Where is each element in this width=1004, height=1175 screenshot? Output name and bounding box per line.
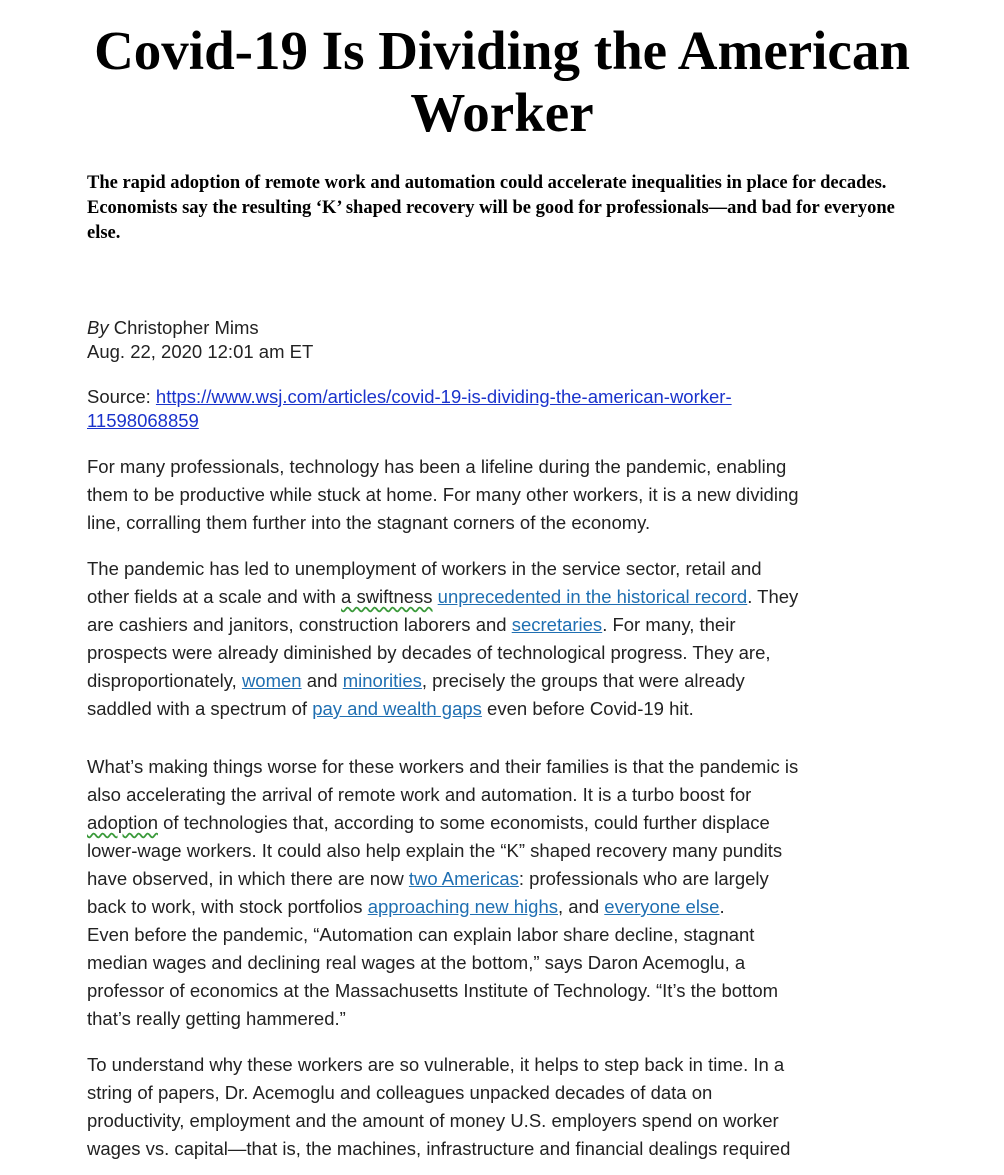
- p3-text: : professionals who are largely: [518, 868, 769, 889]
- source-line: [87, 385, 927, 433]
- p2-text: other fields at a scale and with: [87, 586, 342, 607]
- source-url-part-2[interactable]: 11598068859: [87, 410, 199, 431]
- p3-line-1: What’s making things worse for these workers and their families is that the pandemic is: [87, 756, 799, 777]
- link-two-americas[interactable]: two Americas: [408, 868, 519, 889]
- source-url-link[interactable]: [87, 386, 732, 431]
- p3-line-6: [87, 893, 927, 921]
- p3-text: of technologies that, according to some economists, could further displace: [157, 812, 770, 833]
- link-minorities[interactable]: minorities: [342, 670, 422, 691]
- link-everyone-else[interactable]: everyone else: [604, 896, 720, 917]
- p1-line-1: For many professionals, technology has been a lifeline during the pandemic, enabling: [87, 456, 787, 477]
- link-historical-record[interactable]: unprecedented in the historical record: [437, 586, 748, 607]
- p2-text: even before Covid-19 hit.: [481, 698, 694, 719]
- p3-line-9: professor of economics at the Massachusetts Institute of Technology. “It’s the bottom: [87, 980, 779, 1001]
- p1-line-3: line, corralling them further into the stagnant corners of the economy.: [87, 512, 651, 533]
- article-title: Covid-19 Is Dividing the American Worker: [94, 20, 910, 143]
- p3-text: back to work, with stock portfolios: [87, 896, 368, 917]
- p4-line-3: productivity, employment and the amount of money U.S. employers spend on worker: [87, 1110, 779, 1131]
- p2-text: and: [301, 670, 343, 691]
- link-approaching-new-highs[interactable]: approaching new highs: [367, 896, 558, 917]
- p2-text: disproportionately,: [87, 670, 242, 691]
- p4-line-4: wages vs. capital—that is, the machines, infrastructure and financial dealings required: [87, 1138, 791, 1159]
- paragraph-4: [87, 1051, 927, 1163]
- paragraph-1: [87, 453, 927, 537]
- p1-line-2: them to be productive while stuck at home. For many other workers, it is a new dividing: [87, 484, 799, 505]
- p2-text: are cashiers and janitors, construction laborers and: [87, 614, 512, 635]
- p2-line-3: [87, 611, 927, 639]
- publish-date: Aug. 22, 2020 12:01 am ET: [87, 341, 314, 362]
- link-women[interactable]: women: [241, 670, 302, 691]
- byline-prefix: By: [87, 317, 109, 338]
- p2-line-5: [87, 667, 927, 695]
- p4-line-1: To understand why these workers are so vulnerable, it helps to step back in time. In a: [87, 1054, 785, 1075]
- p3-text: , and: [557, 896, 605, 917]
- p3-line-8: median wages and declining real wages at the bottom,” says Daron Acemoglu, a: [87, 952, 746, 973]
- p3-line-7: Even before the pandemic, “Automation can explain labor share decline, stagnant: [87, 924, 755, 945]
- p3-line-5: [87, 865, 927, 893]
- paragraph-2: [87, 555, 927, 723]
- byline: [87, 316, 313, 364]
- p3-line-2: also accelerating the arrival of remote work and automation. It is a turbo boost for: [87, 784, 752, 805]
- p4-line-2: string of papers, Dr. Acemoglu and colleagues unpacked decades of data on: [87, 1082, 713, 1103]
- paragraph-3: [87, 753, 927, 1033]
- link-pay-and-wealth-gaps[interactable]: pay and wealth gaps: [312, 698, 482, 719]
- p2-text: saddled with a spectrum of: [87, 698, 313, 719]
- p2-line-2: [87, 583, 927, 611]
- p2-line-6: [87, 695, 927, 723]
- p2-text: , precisely the groups that were already: [421, 670, 745, 691]
- source-label: Source:: [87, 386, 151, 407]
- spellcheck-marked-text[interactable]: adoption: [87, 812, 158, 833]
- p2-text: . For many, their: [602, 614, 736, 635]
- link-secretaries[interactable]: secretaries: [511, 614, 603, 635]
- spellcheck-marked-text[interactable]: a swiftness: [341, 586, 433, 607]
- p3-line-4: lower-wage workers. It could also help explain the “K” shaped recovery many pundits: [87, 840, 783, 861]
- source-url-part-1[interactable]: https://www.wsj.com/articles/covid-19-is-dividing-the-american-worker-: [155, 386, 732, 407]
- p3-text: .: [719, 896, 725, 917]
- author-name: Christopher Mims: [113, 317, 259, 338]
- p3-text: have observed, in which there are now: [87, 868, 409, 889]
- article-dek: The rapid adoption of remote work and automation could accelerate inequalities in place for decades. Economists say the resulting ‘K’ shaped recovery will be good for professionals—and bad for everyone else.: [87, 173, 895, 243]
- p3-line-3: [87, 809, 927, 837]
- p3-line-10: that’s really getting hammered.”: [87, 1008, 346, 1029]
- p2-line-4: prospects were already diminished by decades of technological progress. They are,: [87, 642, 771, 663]
- p2-text: . They: [747, 586, 799, 607]
- p2-line-1: The pandemic has led to unemployment of workers in the service sector, retail and: [87, 558, 762, 579]
